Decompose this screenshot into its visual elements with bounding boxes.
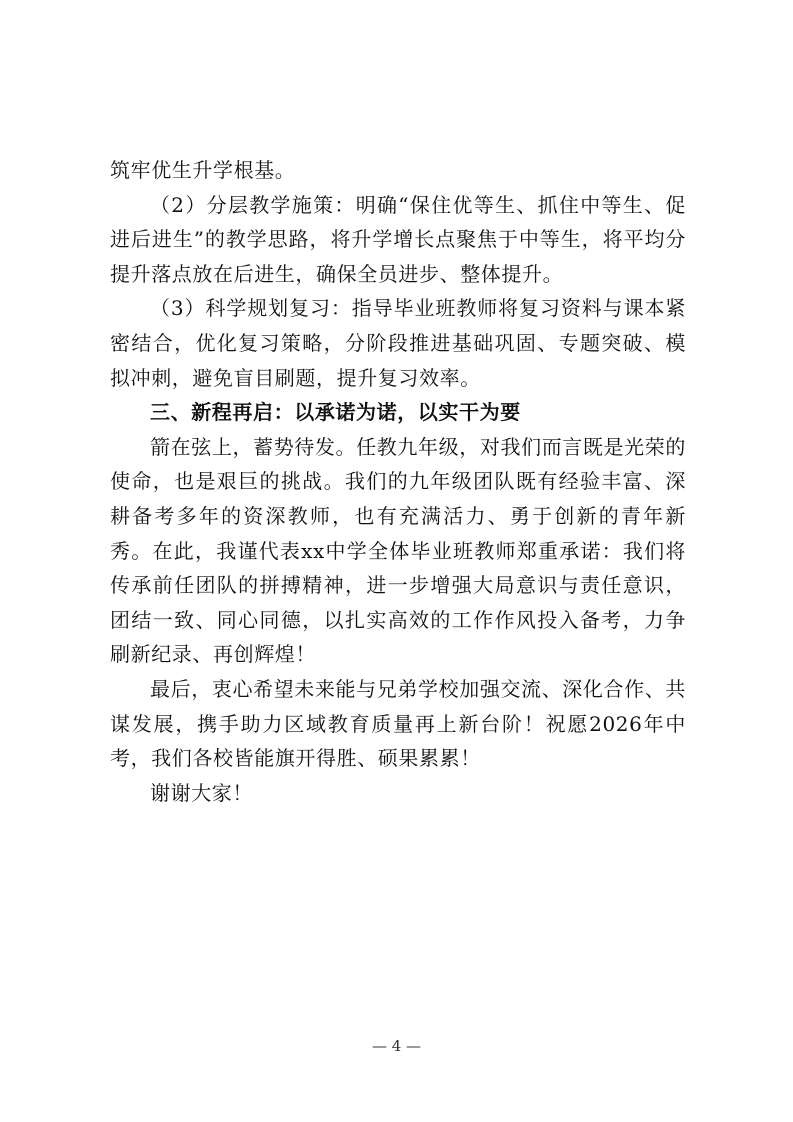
paragraph-continuation: 筑牢优生升学根基。 (110, 158, 296, 182)
paragraph-review-planning: （3）科学规划复习：指导毕业班教师将复习资料与课本紧密结合，优化复习策略，分阶段推进基础巩固、专题突破、模拟冲刺，避免盲目刷题，提升复习效率。 (110, 296, 686, 390)
paragraph-layered-teaching: （2）分层教学施策：明确“保住优等生、抓住中等生、促进后进生”的教学思路，将升学增长点聚焦于中等生，将平均分提升落点放在后进生，确保全员进步、整体提升。 (110, 192, 686, 286)
paragraph-closing-wishes: 最后，衷心希望未来能与兄弟学校加强交流、深化合作、共谋发展，携手助力区域教育质量再上新台阶！祝愿2026年中考，我们各校皆能旗开得胜、硕果累累！ (110, 676, 686, 771)
paragraph-thanks: 谢谢大家！ (150, 780, 253, 805)
section-heading-3: 三、新程再启：以承诺为诺，以实干为要 (150, 400, 521, 425)
document-body (110, 153, 686, 810)
page-number: — 4 — (371, 1037, 422, 1055)
paragraph-commitment: 箭在弦上，蓄势待发。任教九年级，对我们而言既是光荣的使命，也是艰巨的挑战。我们的九年级团队既有经验丰富、深耕备考多年的资深教师，也有充满活力、勇于创新的青年新秀。在此，我谨代表xx中学全体毕业班教师郑重承诺：我们将传承前任团队的拼搏精神，进一步增强大局意识与责任意识，团结一致、同心同德，以扎实高效的工作作风投入备考，力争刷新纪录、再创辉煌！ (110, 434, 686, 667)
